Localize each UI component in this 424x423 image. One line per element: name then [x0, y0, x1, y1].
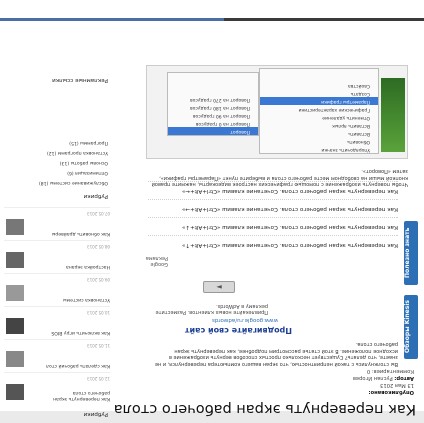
sidebar-item-date: 12.05.2013: [87, 376, 110, 381]
sidebar-item-title[interactable]: Как сделать рабочий стол: [46, 363, 110, 368]
sidebar-item-title[interactable]: Установка системы: [62, 297, 110, 302]
sidebar: [2, 21, 110, 419]
article-thumbnail[interactable]: [6, 219, 24, 235]
sidebar-list: [4, 207, 110, 405]
sidebar-item[interactable]: [4, 306, 110, 339]
top-divider-accent: [0, 18, 224, 21]
submenu-item-highlighted: Поворот: [168, 127, 258, 135]
screenshot-illustration: [146, 65, 408, 159]
sidebar-item[interactable]: [4, 339, 110, 372]
meta-author-label: Автор:: [394, 375, 414, 381]
sidebar-item-date: 11.05.2013: [87, 343, 110, 348]
sidebar-item-date: 07.05.2013: [87, 211, 110, 216]
menu-item: Отменить удаление: [322, 115, 370, 120]
forward-button[interactable]: [203, 281, 235, 293]
menu-item-highlighted: Параметры графики: [260, 97, 378, 105]
sidebar-item-title[interactable]: Настройка экрана: [65, 264, 110, 269]
menu-item: Обновить: [347, 139, 370, 144]
sidebar-item-date: 08.05.2013: [87, 244, 110, 249]
submenu-item: Поворот на 0 градусов: [195, 121, 250, 126]
category-link[interactable]: Обслуживание системы (18): [38, 180, 108, 185]
sidebar-item[interactable]: [4, 273, 110, 306]
menu-item: Создать: [350, 91, 370, 96]
menu-item: Графические характеристики: [298, 107, 370, 112]
menu-item: Вставить ярлык: [332, 123, 370, 128]
submenu-item: Поворот на 90 градусов: [192, 113, 250, 118]
steps-note: Чтобы повернуть изображение с помощью графических настроек видеокарты, нажмите правой кнопкой мыши на свободном месте рабочего стола и выберите пункт «Параметры графики», затем «Поворот».: [151, 168, 408, 187]
promo-link[interactable]: www.google.ru/adwords: [212, 317, 278, 323]
page-title: Как перевернуть экран рабочего стола: [113, 401, 416, 417]
desktop-preview: [381, 78, 405, 152]
sidebar-item[interactable]: [4, 207, 110, 240]
sidebar-item[interactable]: [4, 372, 110, 405]
tab-kinesis[interactable]: Обзоры Kinesis: [404, 295, 418, 359]
article: [113, 21, 418, 419]
sidebar-item[interactable]: [4, 240, 110, 273]
meta-author[interactable]: Руслан Игорев: [352, 375, 393, 381]
meta-date: 13 Мая 2013: [380, 382, 414, 388]
meta-comments[interactable]: Комментариев: 0: [366, 368, 414, 374]
article-meta: [214, 367, 414, 395]
sidebar-heading: Рубрики: [83, 411, 108, 417]
submenu-item: Поворот на 270 градусов: [190, 97, 250, 102]
menu-item: Свойства: [348, 83, 370, 88]
step-item[interactable]: Как перевернуть экран рабочего стола. Сочетание клавиш «Ctrl+Alt+→»: [148, 199, 398, 217]
step-item[interactable]: Как перевернуть экран рабочего стола. Сочетание клавиш «Ctrl+Alt+←»: [148, 181, 398, 199]
categories-heading: Рубрики: [83, 193, 108, 199]
promo-title[interactable]: Продвигайте свой сайт: [184, 326, 292, 335]
sidebar-item-date: 09.05.2013: [87, 277, 110, 282]
categories-list: [4, 137, 108, 187]
category-link[interactable]: Основы работы (13): [59, 160, 108, 165]
category-link[interactable]: Оптимизация (6): [67, 170, 108, 175]
article-intro: Вы столкнулись с такой неприятностью, что экран вашего компьютера перевернулся, и не знаете, что делать? Существует несколько простых способов вернуть изображение в исходное положение. В этой статье рассмотрим подробнее, как перевернуть экран рабочего стола.: [154, 341, 398, 367]
menu-item: Упорядочить значки: [321, 147, 370, 152]
forward-arrow-icon: ►: [216, 283, 222, 291]
category-link[interactable]: Программы (15): [69, 140, 108, 145]
rotation-submenu: [167, 72, 259, 136]
category-link[interactable]: Установка программ (12): [46, 150, 108, 155]
article-thumbnail[interactable]: [6, 318, 24, 334]
top-strip: [0, 0, 424, 19]
context-menu: [259, 68, 379, 154]
article-thumbnail[interactable]: [6, 351, 24, 367]
submenu-item: Поворот на 180 градусов: [190, 105, 250, 110]
article-thumbnail[interactable]: [6, 285, 24, 301]
tab-useful[interactable]: Полезно знать: [404, 221, 418, 285]
menu-item: Вставить: [348, 131, 370, 136]
sidebar-item-date: 10.05.2013: [87, 310, 110, 315]
ads-heading: Рекламные ссылки: [52, 77, 108, 83]
google-ads-label[interactable]: Google Реклама: [145, 255, 168, 267]
steps-list: [148, 181, 398, 253]
step-item[interactable]: Как перевернуть экран рабочего стола. Сочетание клавиш «Ctrl+Alt+↓»: [148, 217, 398, 235]
meta-published-label: Опубликовано:: [368, 389, 414, 395]
article-thumbnail[interactable]: [6, 384, 24, 400]
sidebar-item-title[interactable]: Как обновить драйверы: [51, 231, 110, 236]
side-tabs: [400, 209, 418, 359]
sidebar-item-title[interactable]: Как включить игру BIOS: [51, 330, 110, 335]
step-item[interactable]: Как перевернуть экран рабочего стола. Сочетание клавиш «Ctrl+Alt+↑»: [148, 235, 398, 253]
promo-text: Привлекайте новых клиентов. Разместите рекламу в AdWords.: [155, 303, 268, 315]
article-thumbnail[interactable]: [6, 252, 24, 268]
sidebar-item-title[interactable]: Как перевернуть экран рабочего стола: [53, 390, 110, 401]
